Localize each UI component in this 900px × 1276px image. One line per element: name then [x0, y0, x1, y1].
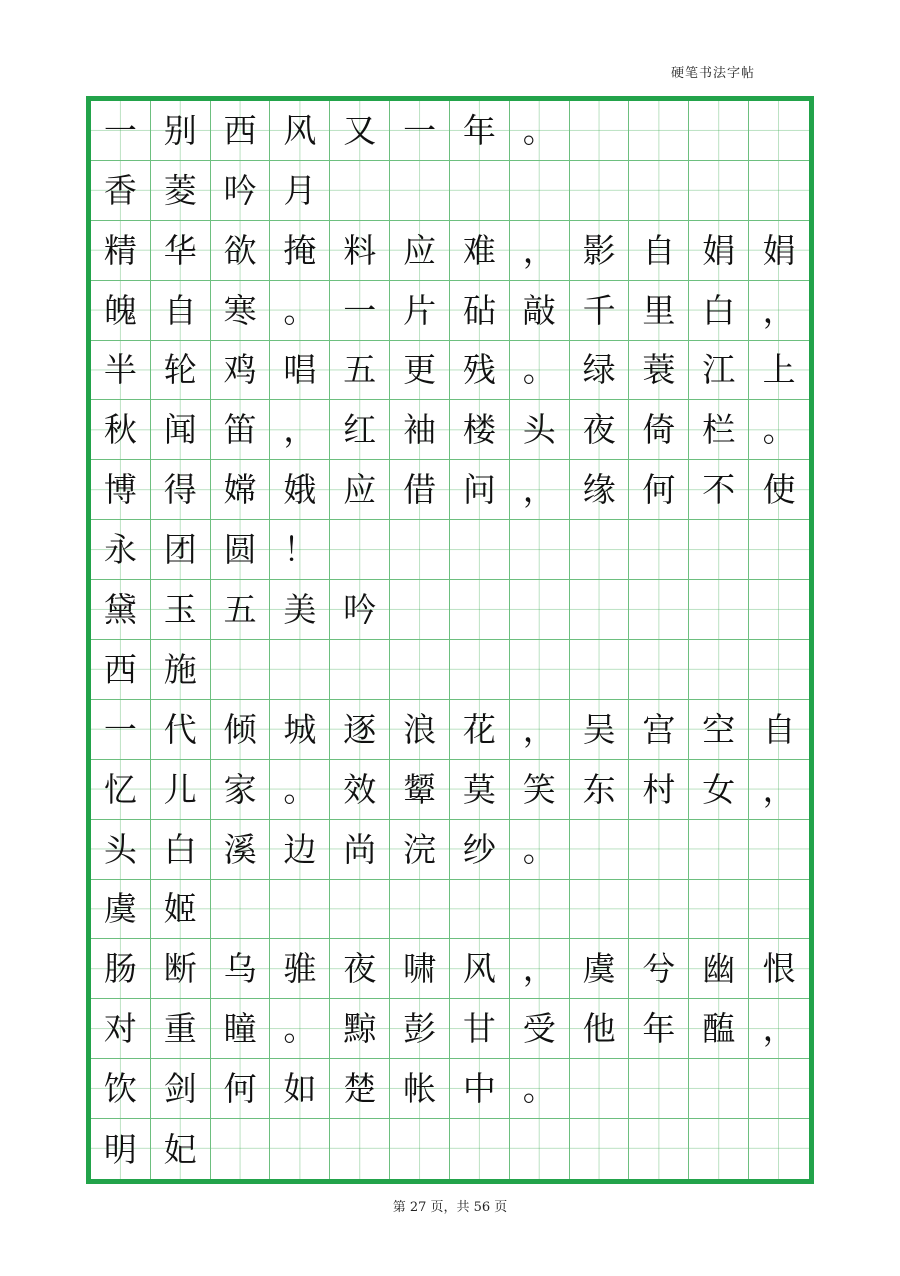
grid-cell: 吴 [570, 700, 630, 760]
grid-cell: 楼 [450, 400, 510, 460]
grid-cell: 玉 [151, 580, 211, 640]
grid-cell: 年 [450, 101, 510, 161]
grid-cell [570, 1119, 630, 1179]
grid-cell [689, 1119, 749, 1179]
grid-cell: 红 [330, 400, 390, 460]
grid-cell: 。 [510, 101, 570, 161]
grid-cell: 断 [151, 939, 211, 999]
grid-cell: 娥 [270, 460, 330, 520]
grid-cell: 笛 [211, 400, 271, 460]
grid-cell: 兮 [629, 939, 689, 999]
grid-cell: 风 [450, 939, 510, 999]
grid-cell: 彭 [390, 999, 450, 1059]
grid-cell: 风 [270, 101, 330, 161]
grid-cell: 应 [330, 460, 390, 520]
grid-cell [570, 640, 630, 700]
grid-cell [749, 580, 809, 640]
grid-cell: 里 [629, 281, 689, 341]
grid-cell [629, 640, 689, 700]
grid-cell: 夜 [330, 939, 390, 999]
grid-cell: 骓 [270, 939, 330, 999]
grid-cell: 。 [270, 760, 330, 820]
grid-cell: 村 [629, 760, 689, 820]
grid-cell: 一 [330, 281, 390, 341]
grid-cell: 白 [689, 281, 749, 341]
grid-cell: 秋 [91, 400, 151, 460]
grid-cell: 如 [270, 1059, 330, 1119]
grid-cell: 效 [330, 760, 390, 820]
grid-cell: 菱 [151, 161, 211, 221]
grid-cell [629, 1059, 689, 1119]
grid-cell: 自 [151, 281, 211, 341]
grid-cell: 纱 [450, 820, 510, 880]
grid-cell: 笑 [510, 760, 570, 820]
grid-cell: 颦 [390, 760, 450, 820]
grid-cell: 借 [390, 460, 450, 520]
grid-cell: 闻 [151, 400, 211, 460]
grid-cell [330, 520, 390, 580]
grid-cell: 吟 [330, 580, 390, 640]
grid-cell [749, 101, 809, 161]
grid-cell: 永 [91, 520, 151, 580]
grid-cell [570, 161, 630, 221]
grid-cell [510, 1119, 570, 1179]
grid-cell [390, 1119, 450, 1179]
grid-cell: 家 [211, 760, 271, 820]
grid-cell: ， [510, 700, 570, 760]
grid-cell: 圆 [211, 520, 271, 580]
grid-cell [390, 640, 450, 700]
grid-cell [510, 880, 570, 940]
grid-cell: ， [749, 999, 809, 1059]
grid-cell [211, 640, 271, 700]
grid-cell: 黥 [330, 999, 390, 1059]
grid-cell: 虞 [570, 939, 630, 999]
grid-cell: 乌 [211, 939, 271, 999]
grid-cell: 头 [510, 400, 570, 460]
grid-cell: 。 [270, 281, 330, 341]
grid-cell: ， [510, 460, 570, 520]
grid-cell: 唱 [270, 341, 330, 401]
grid-cell [330, 1119, 390, 1179]
grid-cell [570, 101, 630, 161]
grid-cell [689, 161, 749, 221]
grid-cell [450, 161, 510, 221]
grid-cell: 虞 [91, 880, 151, 940]
grid-cell: 溪 [211, 820, 271, 880]
copybook-title: 硬笔书法字帖 [670, 66, 755, 81]
grid-cell: 花 [450, 700, 510, 760]
grid-cell [510, 520, 570, 580]
grid-cell: 更 [390, 341, 450, 401]
grid-cell: 啸 [390, 939, 450, 999]
grid-cell: 妃 [151, 1119, 211, 1179]
grid-cell: 娟 [689, 221, 749, 281]
grid-cell: 千 [570, 281, 630, 341]
grid-cell: 宫 [629, 700, 689, 760]
grid-cell [450, 1119, 510, 1179]
grid-cell: 嫦 [211, 460, 271, 520]
grid-cell: 掩 [270, 221, 330, 281]
grid-cell: 恨 [749, 939, 809, 999]
grid-cell: 忆 [91, 760, 151, 820]
grid-cell: 明 [91, 1119, 151, 1179]
grid-cell: 一 [91, 700, 151, 760]
grid-cell: 又 [330, 101, 390, 161]
grid-cell: 自 [629, 221, 689, 281]
grid-cell: 。 [270, 999, 330, 1059]
grid-cell: 浣 [390, 820, 450, 880]
grid-cell: 华 [151, 221, 211, 281]
grid-cell: 西 [211, 101, 271, 161]
grid-cell: 一 [390, 101, 450, 161]
grid-cell [689, 520, 749, 580]
grid-cell: 上 [749, 341, 809, 401]
grid-cell: 醢 [689, 999, 749, 1059]
grid-cell: 尚 [330, 820, 390, 880]
grid-cell: 女 [689, 760, 749, 820]
grid-cell: 影 [570, 221, 630, 281]
grid-cell: 残 [450, 341, 510, 401]
grid-cell: 江 [689, 341, 749, 401]
character-grid [91, 101, 809, 1179]
grid-cell: 轮 [151, 341, 211, 401]
grid-cell [270, 640, 330, 700]
grid-cell [390, 580, 450, 640]
grid-cell [570, 580, 630, 640]
grid-cell [390, 161, 450, 221]
grid-cell [510, 640, 570, 700]
grid-cell: 难 [450, 221, 510, 281]
grid-cell [330, 640, 390, 700]
grid-cell: 帐 [390, 1059, 450, 1119]
grid-cell [211, 1119, 271, 1179]
grid-cell: 头 [91, 820, 151, 880]
grid-cell: 甘 [450, 999, 510, 1059]
grid-cell: 瞳 [211, 999, 271, 1059]
grid-cell: 半 [91, 341, 151, 401]
grid-cell [749, 640, 809, 700]
grid-cell: 。 [510, 341, 570, 401]
grid-cell: 月 [270, 161, 330, 221]
grid-cell: ！ [270, 520, 330, 580]
grid-cell: 饮 [91, 1059, 151, 1119]
grid-cell: 欲 [211, 221, 271, 281]
grid-cell: 年 [629, 999, 689, 1059]
grid-cell: 不 [689, 460, 749, 520]
grid-cell [211, 880, 271, 940]
grid-cell [689, 820, 749, 880]
grid-cell [450, 580, 510, 640]
grid-cell: 姬 [151, 880, 211, 940]
grid-cell: 料 [330, 221, 390, 281]
grid-cell [390, 880, 450, 940]
grid-cell [390, 520, 450, 580]
grid-cell: 使 [749, 460, 809, 520]
grid-cell: ， [510, 221, 570, 281]
grid-cell: 施 [151, 640, 211, 700]
grid-cell [570, 1059, 630, 1119]
grid-cell: 倾 [211, 700, 271, 760]
grid-cell: 美 [270, 580, 330, 640]
grid-cell: 空 [689, 700, 749, 760]
grid-cell: 黛 [91, 580, 151, 640]
grid-cell: 。 [749, 400, 809, 460]
grid-cell: 他 [570, 999, 630, 1059]
grid-cell: 吟 [211, 161, 271, 221]
grid-cell [330, 880, 390, 940]
grid-cell: 幽 [689, 939, 749, 999]
grid-cell: 五 [211, 580, 271, 640]
grid-cell: 砧 [450, 281, 510, 341]
grid-cell [330, 161, 390, 221]
grid-cell [629, 820, 689, 880]
grid-cell: 鸡 [211, 341, 271, 401]
grid-cell [629, 1119, 689, 1179]
grid-cell: 边 [270, 820, 330, 880]
grid-cell [629, 580, 689, 640]
grid-cell: 香 [91, 161, 151, 221]
grid-cell: 剑 [151, 1059, 211, 1119]
grid-cell: 东 [570, 760, 630, 820]
grid-cell [510, 161, 570, 221]
grid-cell [629, 161, 689, 221]
grid-cell [689, 640, 749, 700]
grid-cell [749, 520, 809, 580]
grid-cell [629, 880, 689, 940]
grid-cell: 夜 [570, 400, 630, 460]
grid-cell [749, 820, 809, 880]
grid-cell: 重 [151, 999, 211, 1059]
grid-cell: 。 [510, 820, 570, 880]
grid-cell: 儿 [151, 760, 211, 820]
grid-cell: 中 [450, 1059, 510, 1119]
grid-cell [689, 1059, 749, 1119]
grid-cell: 何 [211, 1059, 271, 1119]
grid-cell [450, 640, 510, 700]
grid-cell [689, 880, 749, 940]
grid-cell: 蓑 [629, 341, 689, 401]
grid-cell: 肠 [91, 939, 151, 999]
grid-cell [749, 880, 809, 940]
grid-cell: 一 [91, 101, 151, 161]
grid-cell [570, 520, 630, 580]
grid-cell: ， [510, 939, 570, 999]
grid-cell: 魄 [91, 281, 151, 341]
grid-cell [510, 580, 570, 640]
grid-cell [629, 520, 689, 580]
grid-cell: 对 [91, 999, 151, 1059]
grid-cell: ， [749, 760, 809, 820]
grid-cell: 缘 [570, 460, 630, 520]
grid-cell: 敲 [510, 281, 570, 341]
grid-cell: 精 [91, 221, 151, 281]
practice-sheet [86, 96, 814, 1184]
grid-cell: 应 [390, 221, 450, 281]
grid-cell: 绿 [570, 341, 630, 401]
grid-cell [749, 1119, 809, 1179]
grid-cell: 城 [270, 700, 330, 760]
grid-cell: 逐 [330, 700, 390, 760]
grid-cell [450, 880, 510, 940]
grid-cell: 栏 [689, 400, 749, 460]
grid-cell: 何 [629, 460, 689, 520]
grid-cell [270, 880, 330, 940]
grid-cell [689, 101, 749, 161]
grid-cell [689, 580, 749, 640]
grid-cell: 娟 [749, 221, 809, 281]
grid-cell: 受 [510, 999, 570, 1059]
grid-cell: ， [749, 281, 809, 341]
grid-cell: 得 [151, 460, 211, 520]
grid-cell [270, 1119, 330, 1179]
grid-cell [629, 101, 689, 161]
grid-cell: 片 [390, 281, 450, 341]
grid-cell [450, 520, 510, 580]
grid-cell: 问 [450, 460, 510, 520]
grid-cell [749, 1059, 809, 1119]
grid-cell [749, 161, 809, 221]
grid-cell: 寒 [211, 281, 271, 341]
grid-cell: 别 [151, 101, 211, 161]
grid-cell: 五 [330, 341, 390, 401]
page-number: 第 27 页，共 56 页 [392, 1200, 508, 1215]
grid-cell: 白 [151, 820, 211, 880]
grid-cell: 莫 [450, 760, 510, 820]
grid-cell: 。 [510, 1059, 570, 1119]
grid-cell: 团 [151, 520, 211, 580]
grid-cell: 西 [91, 640, 151, 700]
grid-cell [570, 820, 630, 880]
grid-cell: 博 [91, 460, 151, 520]
grid-cell: ， [270, 400, 330, 460]
grid-cell: 袖 [390, 400, 450, 460]
grid-cell: 自 [749, 700, 809, 760]
grid-cell: 代 [151, 700, 211, 760]
grid-cell: 楚 [330, 1059, 390, 1119]
grid-cell: 倚 [629, 400, 689, 460]
grid-cell: 浪 [390, 700, 450, 760]
grid-cell [570, 880, 630, 940]
